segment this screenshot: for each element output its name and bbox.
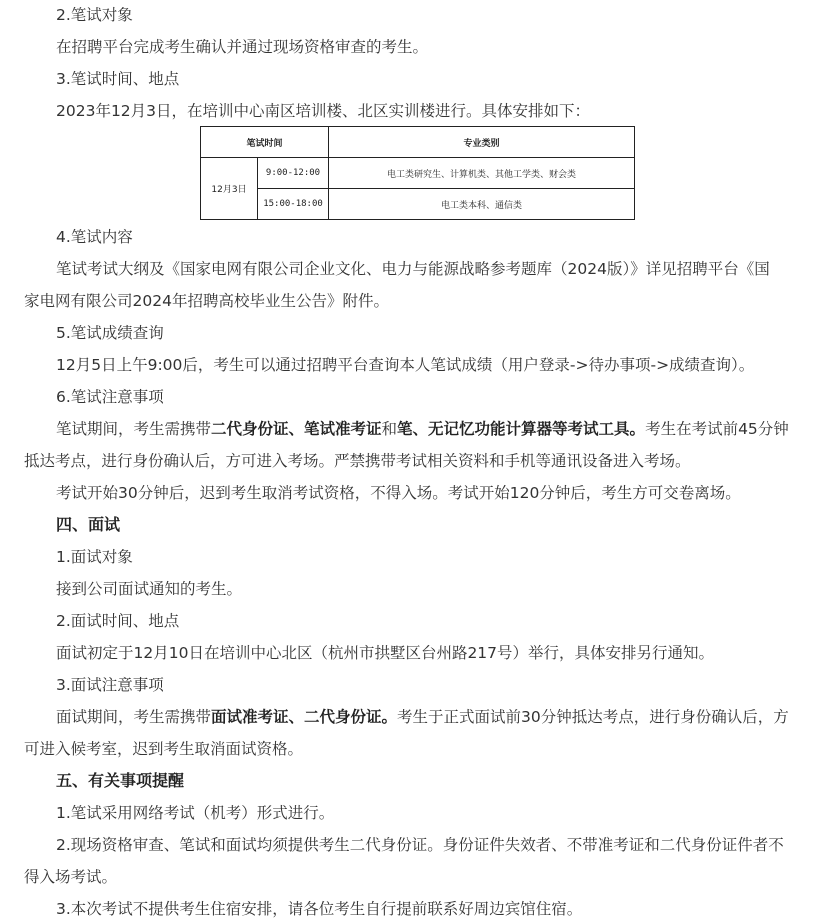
table-time-cell: 15:00-18:00: [258, 189, 329, 220]
written-content-line2: 家电网有限公司2024年招聘高校毕业生公告》附件。: [24, 292, 389, 310]
table-time-cell: 9:00-12:00: [258, 158, 329, 189]
reminders-section-title: 五、有关事项提醒: [56, 771, 185, 790]
interview-time-text: 面试初定于12月10日在培训中心北区（杭州市拱墅区台州路217号）举行，具体安排另行通知。: [56, 644, 715, 662]
interview-notes-line1: 面试期间，考生需携带面试准考证、二代身份证。考生于正式面试前30分钟抵达考点，进行身份确认后，方: [56, 708, 789, 726]
score-text: 12月5日上午9:00后，考生可以通过招聘平台查询本人笔试成绩（用户登录->待办事项->成绩查询）。: [56, 356, 755, 374]
written-time-text: 2023年12月3日，在培训中心南区培训楼、北区实训楼进行。具体安排如下：: [56, 102, 591, 120]
written-notes-line2: 抵达考点，进行身份确认后，方可进入考场。严禁携带考试相关资料和手机等通讯设备进入考场。: [24, 452, 691, 470]
written-content-line1: 笔试考试大纲及《国家电网有限公司企业文化、电力与能源战略参考题库（2024版）》详见招聘平台《国: [56, 260, 770, 278]
schedule-table: [200, 126, 635, 220]
written-notes-p2: 考试开始30分钟后，迟到考生取消考试资格，不得入场。考试开始120分钟后，考生方可交卷离场。: [56, 484, 741, 502]
table-header-category: 专业类别: [329, 127, 635, 158]
table-category-cell: 电工类研究生、计算机类、其他工学类、财会类: [329, 158, 635, 189]
reminder-item-3: 3.本次考试不提供考生住宿安排，请各位考生自行提前联系好周边宾馆住宿。: [56, 900, 583, 918]
score-heading: 5.笔试成绩查询: [56, 324, 164, 342]
interview-target-text: 接到公司面试通知的考生。: [56, 580, 243, 598]
interview-target-heading: 1.面试对象: [56, 548, 133, 566]
reminder-item-2-line1: 2.现场资格审查、笔试和面试均须提供考生二代身份证。身份证件失效者、不带准考证和二代身份证件者不: [56, 836, 784, 854]
interview-section-title: 四、面试: [56, 515, 121, 534]
reminder-item-1: 1.笔试采用网络考试（机考）形式进行。: [56, 804, 335, 822]
written-time-heading: 3.笔试时间、地点: [56, 70, 180, 88]
table-date-cell: 12月3日: [201, 158, 258, 220]
written-target-text: 在招聘平台完成考生确认并通过现场资格审查的考生。: [56, 38, 429, 56]
written-notes-heading: 6.笔试注意事项: [56, 388, 164, 406]
table-header-time: 笔试时间: [201, 127, 329, 158]
written-target-heading: 2.笔试对象: [56, 6, 133, 24]
table-category-cell: 电工类本科、通信类: [329, 189, 635, 220]
reminder-item-2-line2: 得入场考试。: [24, 868, 118, 886]
interview-time-heading: 2.面试时间、地点: [56, 612, 180, 630]
written-content-heading: 4.笔试内容: [56, 228, 133, 246]
interview-notes-heading: 3.面试注意事项: [56, 676, 164, 694]
written-notes-line1: 笔试期间，考生需携带二代身份证、笔试准考证和笔、无记忆功能计算器等考试工具。考生在考试前45分钟: [56, 420, 789, 438]
interview-notes-line2: 可进入候考室，迟到考生取消面试资格。: [24, 740, 304, 758]
